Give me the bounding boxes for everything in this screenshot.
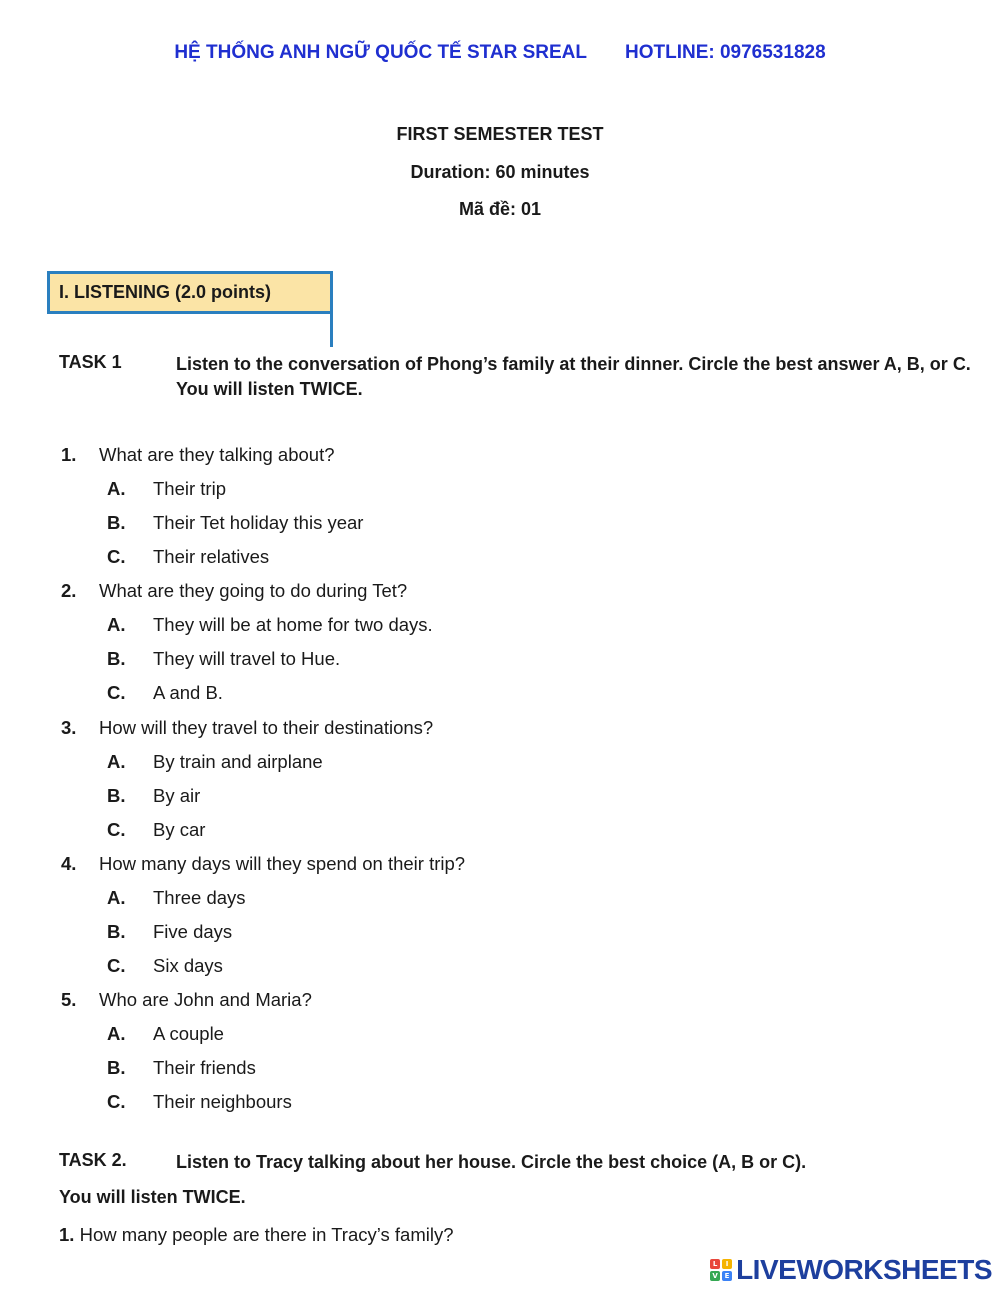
question (61, 717, 433, 739)
task2-label: TASK 2. (59, 1150, 127, 1170)
option-letter: B. (107, 921, 126, 942)
school-name: HỆ THỐNG ANH NGỮ QUỐC TẾ STAR SREAL (174, 42, 587, 63)
option-letter: B. (107, 512, 126, 533)
option-text: By car (153, 819, 206, 840)
question-text: How will they travel to their destinations? (99, 717, 434, 738)
option-letter: B. (107, 648, 126, 669)
option-text: Five days (153, 921, 233, 942)
question-number: 1. (59, 1224, 75, 1245)
option-text: Their neighbours (153, 1091, 292, 1112)
answer-option[interactable] (107, 478, 226, 500)
answer-option[interactable] (107, 682, 223, 704)
question (61, 444, 335, 466)
option-letter: B. (107, 785, 126, 806)
logo-grid-icon (710, 1259, 732, 1281)
option-text: They will travel to Hue. (153, 648, 341, 669)
logo-tile: E (722, 1271, 732, 1281)
section-heading: I. LISTENING (2.0 points) (59, 282, 272, 302)
question-text: How many people are there in Tracy’s family? (79, 1224, 454, 1245)
test-duration: Duration: 60 minutes (410, 162, 590, 182)
option-text: Their trip (153, 478, 226, 499)
answer-option[interactable] (107, 614, 433, 636)
section-divider-line (330, 311, 333, 347)
option-text: By train and airplane (153, 751, 323, 772)
option-letter: C. (107, 819, 126, 840)
question (61, 989, 312, 1011)
question-text: Who are John and Maria? (99, 989, 312, 1010)
question-number: 3. (61, 717, 77, 738)
option-text: By air (153, 785, 201, 806)
school-header (0, 42, 1000, 64)
question (61, 853, 465, 875)
option-text: Their friends (153, 1057, 256, 1078)
task1-label: TASK 1 (59, 352, 122, 372)
task1-instruction: Listen to the conversation of Phong’s family at their dinner. Circle the best answer A, B, or C. You will listen TWICE. (176, 354, 971, 399)
option-letter: C. (107, 955, 126, 976)
option-text: Their Tet holiday this year (153, 512, 364, 533)
answer-option[interactable] (107, 1023, 224, 1045)
test-code: Mã đề: 01 (458, 199, 542, 219)
answer-option[interactable] (107, 648, 340, 670)
option-text: A couple (153, 1023, 224, 1044)
answer-option[interactable] (107, 1057, 256, 1079)
task2-instruction: Listen to Tracy talking about her house. Circle the best choice (A, B or C). (176, 1152, 807, 1172)
option-text: Three days (153, 887, 246, 908)
option-letter: A. (107, 1023, 126, 1044)
answer-option[interactable] (107, 785, 200, 807)
question-text: What are they talking about? (99, 444, 335, 465)
option-letter: C. (107, 682, 126, 703)
logo-tile: V (710, 1271, 720, 1281)
test-title: FIRST SEMESTER TEST (396, 124, 604, 144)
answer-option[interactable] (107, 751, 323, 773)
answer-option[interactable] (107, 1091, 292, 1113)
question-number: 1. (61, 444, 77, 465)
answer-option[interactable] (107, 546, 269, 568)
question-text: How many days will they spend on their trip? (99, 853, 466, 874)
option-letter: C. (107, 546, 126, 567)
answer-option[interactable] (107, 512, 363, 534)
option-letter: C. (107, 1091, 126, 1112)
logo-tile: I (722, 1259, 732, 1269)
option-letter: A. (107, 751, 126, 772)
question-number: 2. (61, 580, 77, 601)
option-letter: A. (107, 887, 126, 908)
option-text: A and B. (153, 682, 223, 703)
answer-option[interactable] (107, 921, 232, 943)
task2-note: You will listen TWICE. (59, 1187, 246, 1207)
liveworksheets-logo (710, 1254, 992, 1286)
option-letter: B. (107, 1057, 126, 1078)
option-letter: A. (107, 614, 126, 635)
option-letter: A. (107, 478, 126, 499)
answer-option[interactable] (107, 955, 223, 977)
question (61, 580, 407, 602)
question-text: What are they going to do during Tet? (99, 580, 408, 601)
question-number: 4. (61, 853, 77, 874)
logo-text: LIVEWORKSHEETS (736, 1254, 992, 1285)
answer-option[interactable] (107, 887, 246, 909)
logo-tile: L (710, 1259, 720, 1269)
question (59, 1224, 454, 1246)
question-number: 5. (61, 989, 77, 1010)
hotline: HOTLINE: 0976531828 (624, 42, 826, 63)
option-text: They will be at home for two days. (153, 614, 433, 635)
option-text: Six days (153, 955, 223, 976)
option-text: Their relatives (153, 546, 270, 567)
section-heading-box (47, 271, 333, 314)
answer-option[interactable] (107, 819, 205, 841)
